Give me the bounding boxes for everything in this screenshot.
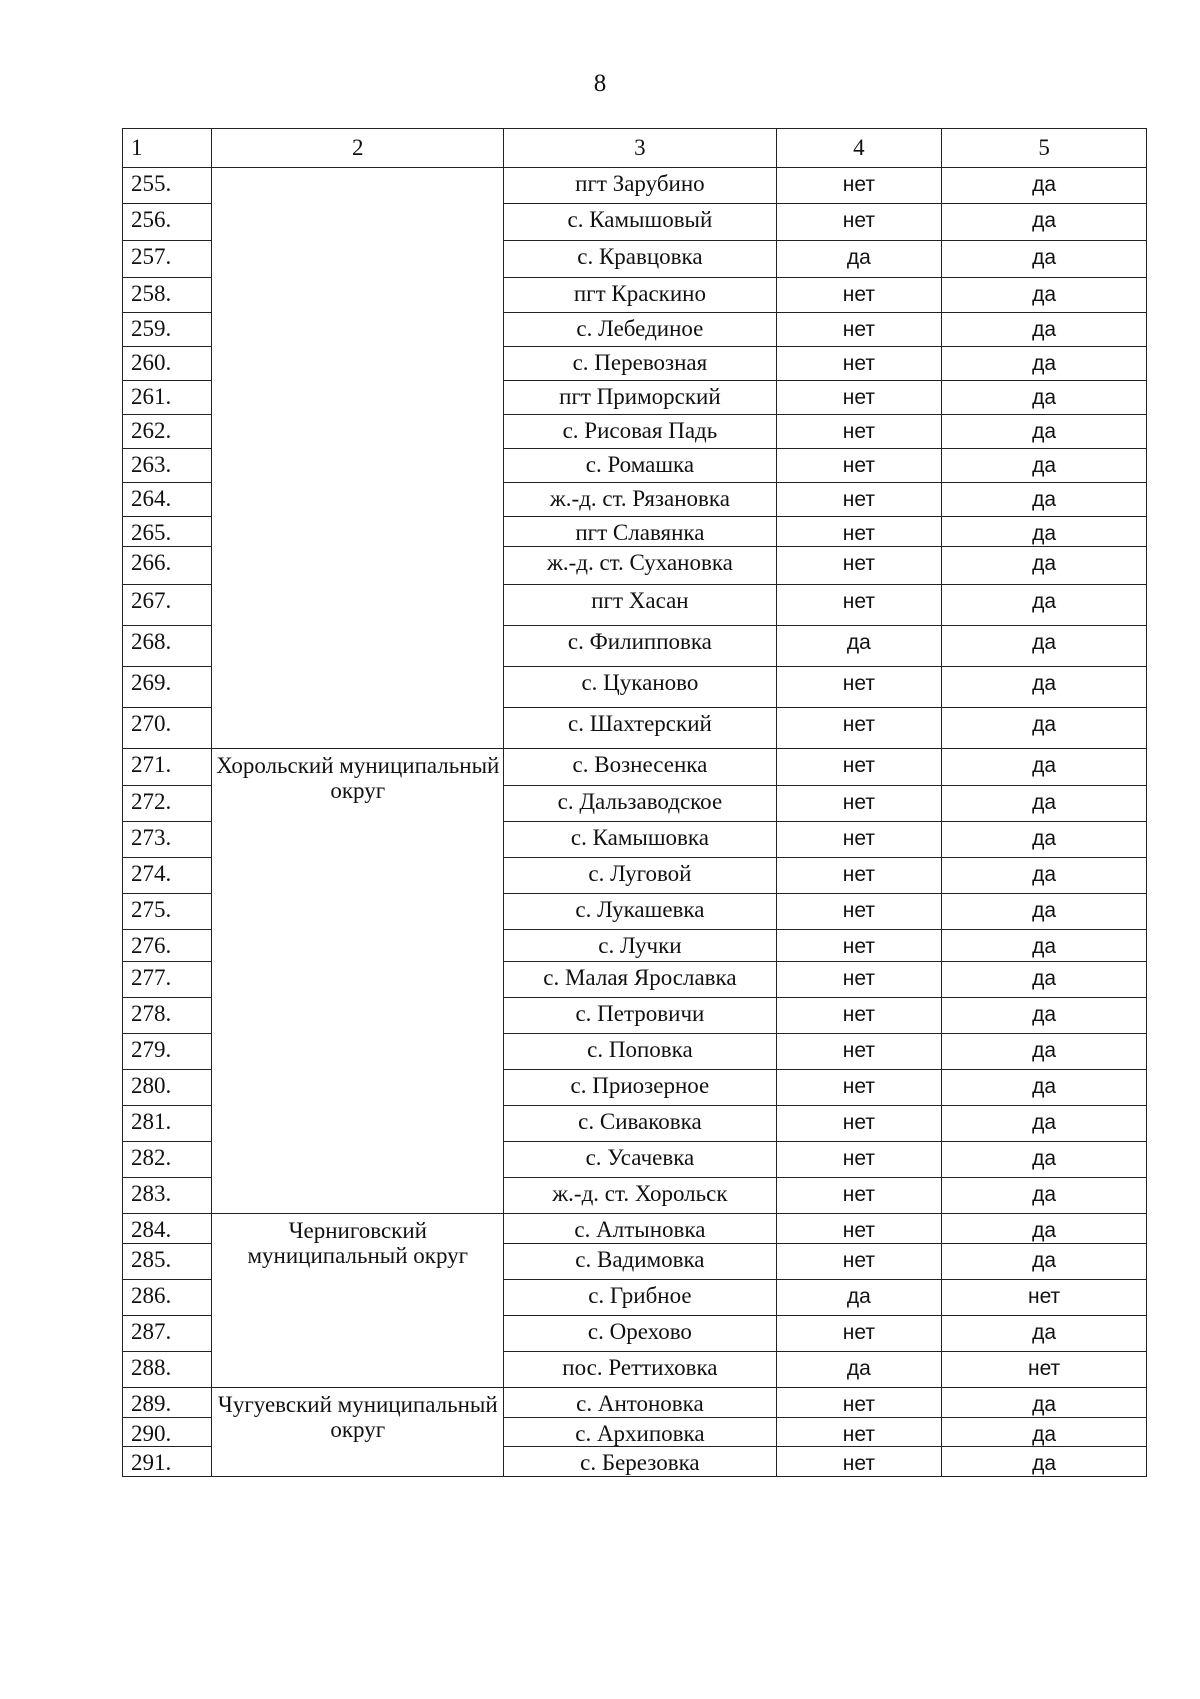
- row-number: 255.: [123, 168, 212, 204]
- column-header-5: 5: [942, 129, 1147, 168]
- column-4-value: нет: [776, 1178, 942, 1214]
- column-header-2: 2: [212, 129, 504, 168]
- settlement-name: с. Усачевка: [504, 1142, 776, 1178]
- column-4-value: нет: [776, 204, 942, 241]
- column-4-value: нет: [776, 1214, 942, 1244]
- settlement-name: с. Петровичи: [504, 998, 776, 1034]
- row-number: 273.: [123, 822, 212, 858]
- settlement-name: с. Кравцовка: [504, 241, 776, 278]
- column-4-value: нет: [776, 381, 942, 415]
- column-5-value: да: [942, 894, 1147, 930]
- settlement-name: с. Перевозная: [504, 347, 776, 381]
- row-number: 263.: [123, 449, 212, 483]
- column-5-value: да: [942, 822, 1147, 858]
- column-5-value: да: [942, 1388, 1147, 1418]
- settlement-name: пгт Хасан: [504, 585, 776, 626]
- column-5-value: да: [942, 347, 1147, 381]
- settlement-name: с. Вознесенка: [504, 749, 776, 786]
- column-5-value: да: [942, 786, 1147, 822]
- column-4-value: нет: [776, 347, 942, 381]
- column-5-value: да: [942, 313, 1147, 347]
- column-4-value: нет: [776, 449, 942, 483]
- column-4-value: да: [776, 241, 942, 278]
- row-number: 262.: [123, 415, 212, 449]
- row-number: 270.: [123, 708, 212, 749]
- row-number: 291.: [123, 1447, 212, 1477]
- row-number: 277.: [123, 962, 212, 998]
- settlement-name: с. Архиповка: [504, 1418, 776, 1447]
- column-5-value: да: [942, 585, 1147, 626]
- row-number: 257.: [123, 241, 212, 278]
- column-5-value: да: [942, 1244, 1147, 1280]
- settlement-name: с. Ромашка: [504, 449, 776, 483]
- settlement-name: с. Поповка: [504, 1034, 776, 1070]
- column-4-value: нет: [776, 313, 942, 347]
- column-4-value: да: [776, 626, 942, 667]
- column-5-value: да: [942, 241, 1147, 278]
- column-5-value: да: [942, 168, 1147, 204]
- settlement-name: с. Лукашевка: [504, 894, 776, 930]
- column-4-value: нет: [776, 483, 942, 517]
- settlement-name: пгт Зарубино: [504, 168, 776, 204]
- column-5-value: нет: [942, 1352, 1147, 1388]
- column-5-value: да: [942, 381, 1147, 415]
- column-4-value: нет: [776, 894, 942, 930]
- column-5-value: да: [942, 1142, 1147, 1178]
- table-row: [123, 1388, 1147, 1418]
- column-5-value: да: [942, 449, 1147, 483]
- row-number: 260.: [123, 347, 212, 381]
- district-name: [212, 168, 504, 749]
- column-4-value: нет: [776, 998, 942, 1034]
- column-5-value: да: [942, 1214, 1147, 1244]
- row-number: 287.: [123, 1316, 212, 1352]
- row-number: 289.: [123, 1388, 212, 1418]
- column-4-value: нет: [776, 517, 942, 547]
- column-5-value: нет: [942, 1280, 1147, 1316]
- row-number: 290.: [123, 1418, 212, 1447]
- column-5-value: да: [942, 858, 1147, 894]
- settlement-name: с. Рисовая Падь: [504, 415, 776, 449]
- settlement-name: с. Луговой: [504, 858, 776, 894]
- settlement-name: с. Вадимовка: [504, 1244, 776, 1280]
- column-5-value: да: [942, 667, 1147, 708]
- row-number: 265.: [123, 517, 212, 547]
- column-4-value: нет: [776, 168, 942, 204]
- settlement-name: с. Алтыновка: [504, 1214, 776, 1244]
- column-header-3: 3: [504, 129, 776, 168]
- settlement-name: с. Цуканово: [504, 667, 776, 708]
- column-4-value: нет: [776, 1142, 942, 1178]
- row-number: 267.: [123, 585, 212, 626]
- settlement-name: с. Шахтерский: [504, 708, 776, 749]
- column-4-value: нет: [776, 1316, 942, 1352]
- column-header-1: 1: [123, 129, 212, 168]
- column-5-value: да: [942, 962, 1147, 998]
- row-number: 274.: [123, 858, 212, 894]
- settlement-name: пгт Приморский: [504, 381, 776, 415]
- row-number: 280.: [123, 1070, 212, 1106]
- row-number: 271.: [123, 749, 212, 786]
- row-number: 264.: [123, 483, 212, 517]
- settlements-table: [122, 128, 1147, 1477]
- settlement-name: с. Малая Ярославка: [504, 962, 776, 998]
- row-number: 275.: [123, 894, 212, 930]
- column-5-value: да: [942, 1418, 1147, 1447]
- row-number: 285.: [123, 1244, 212, 1280]
- column-4-value: нет: [776, 930, 942, 962]
- page-number: 8: [593, 70, 607, 97]
- column-4-value: да: [776, 1280, 942, 1316]
- settlement-name: пгт Краскино: [504, 278, 776, 313]
- district-name: Хорольский муниципальный округ: [212, 749, 504, 1214]
- table-row: [123, 749, 1147, 786]
- row-number: 279.: [123, 1034, 212, 1070]
- column-4-value: нет: [776, 667, 942, 708]
- settlement-name: с. Камышовка: [504, 822, 776, 858]
- row-number: 266.: [123, 547, 212, 585]
- settlement-name: ж.-д. ст. Сухановка: [504, 547, 776, 585]
- column-4-value: нет: [776, 278, 942, 313]
- column-4-value: нет: [776, 962, 942, 998]
- settlement-name: пгт Славянка: [504, 517, 776, 547]
- column-5-value: да: [942, 278, 1147, 313]
- column-5-value: да: [942, 708, 1147, 749]
- row-number: 261.: [123, 381, 212, 415]
- settlement-name: с. Филипповка: [504, 626, 776, 667]
- row-number: 288.: [123, 1352, 212, 1388]
- column-4-value: да: [776, 1352, 942, 1388]
- column-4-value: нет: [776, 749, 942, 786]
- settlement-name: с. Камышовый: [504, 204, 776, 241]
- column-4-value: нет: [776, 585, 942, 626]
- column-5-value: да: [942, 483, 1147, 517]
- column-4-value: нет: [776, 1388, 942, 1418]
- column-4-value: нет: [776, 822, 942, 858]
- row-number: 259.: [123, 313, 212, 347]
- column-4-value: нет: [776, 1106, 942, 1142]
- column-5-value: да: [942, 204, 1147, 241]
- column-5-value: да: [942, 1447, 1147, 1477]
- settlement-name: пос. Реттиховка: [504, 1352, 776, 1388]
- column-4-value: нет: [776, 415, 942, 449]
- row-number: 283.: [123, 1178, 212, 1214]
- row-number: 281.: [123, 1106, 212, 1142]
- settlement-name: с. Сиваковка: [504, 1106, 776, 1142]
- header-row: [123, 129, 1147, 168]
- row-number: 256.: [123, 204, 212, 241]
- settlement-name: с. Лучки: [504, 930, 776, 962]
- row-number: 276.: [123, 930, 212, 962]
- table-row: [123, 168, 1147, 204]
- settlement-name: с. Грибное: [504, 1280, 776, 1316]
- row-number: 269.: [123, 667, 212, 708]
- column-5-value: да: [942, 517, 1147, 547]
- row-number: 272.: [123, 786, 212, 822]
- settlement-name: с. Орехово: [504, 1316, 776, 1352]
- district-name: Черниговский муниципальный округ: [212, 1214, 504, 1388]
- column-5-value: да: [942, 1178, 1147, 1214]
- column-5-value: да: [942, 1034, 1147, 1070]
- column-4-value: нет: [776, 1418, 942, 1447]
- column-5-value: да: [942, 626, 1147, 667]
- column-4-value: нет: [776, 858, 942, 894]
- table-row: [123, 1214, 1147, 1244]
- column-5-value: да: [942, 998, 1147, 1034]
- column-5-value: да: [942, 749, 1147, 786]
- row-number: 278.: [123, 998, 212, 1034]
- column-5-value: да: [942, 547, 1147, 585]
- settlement-name: ж.-д. ст. Хорольск: [504, 1178, 776, 1214]
- district-name: Чугуевский муниципальный округ: [212, 1388, 504, 1477]
- settlement-name: с. Лебединое: [504, 313, 776, 347]
- column-5-value: да: [942, 1106, 1147, 1142]
- row-number: 284.: [123, 1214, 212, 1244]
- settlement-name: с. Антоновка: [504, 1388, 776, 1418]
- column-header-4: 4: [776, 129, 942, 168]
- column-4-value: нет: [776, 1070, 942, 1106]
- column-5-value: да: [942, 415, 1147, 449]
- settlement-name: с. Дальзаводское: [504, 786, 776, 822]
- column-5-value: да: [942, 930, 1147, 962]
- column-4-value: нет: [776, 708, 942, 749]
- settlement-name: с. Березовка: [504, 1447, 776, 1477]
- row-number: 268.: [123, 626, 212, 667]
- column-5-value: да: [942, 1316, 1147, 1352]
- column-5-value: да: [942, 1070, 1147, 1106]
- row-number: 258.: [123, 278, 212, 313]
- row-number: 282.: [123, 1142, 212, 1178]
- settlement-name: с. Приозерное: [504, 1070, 776, 1106]
- column-4-value: нет: [776, 1447, 942, 1477]
- column-4-value: нет: [776, 1244, 942, 1280]
- column-4-value: нет: [776, 786, 942, 822]
- row-number: 286.: [123, 1280, 212, 1316]
- column-4-value: нет: [776, 547, 942, 585]
- settlement-name: ж.-д. ст. Рязановка: [504, 483, 776, 517]
- column-4-value: нет: [776, 1034, 942, 1070]
